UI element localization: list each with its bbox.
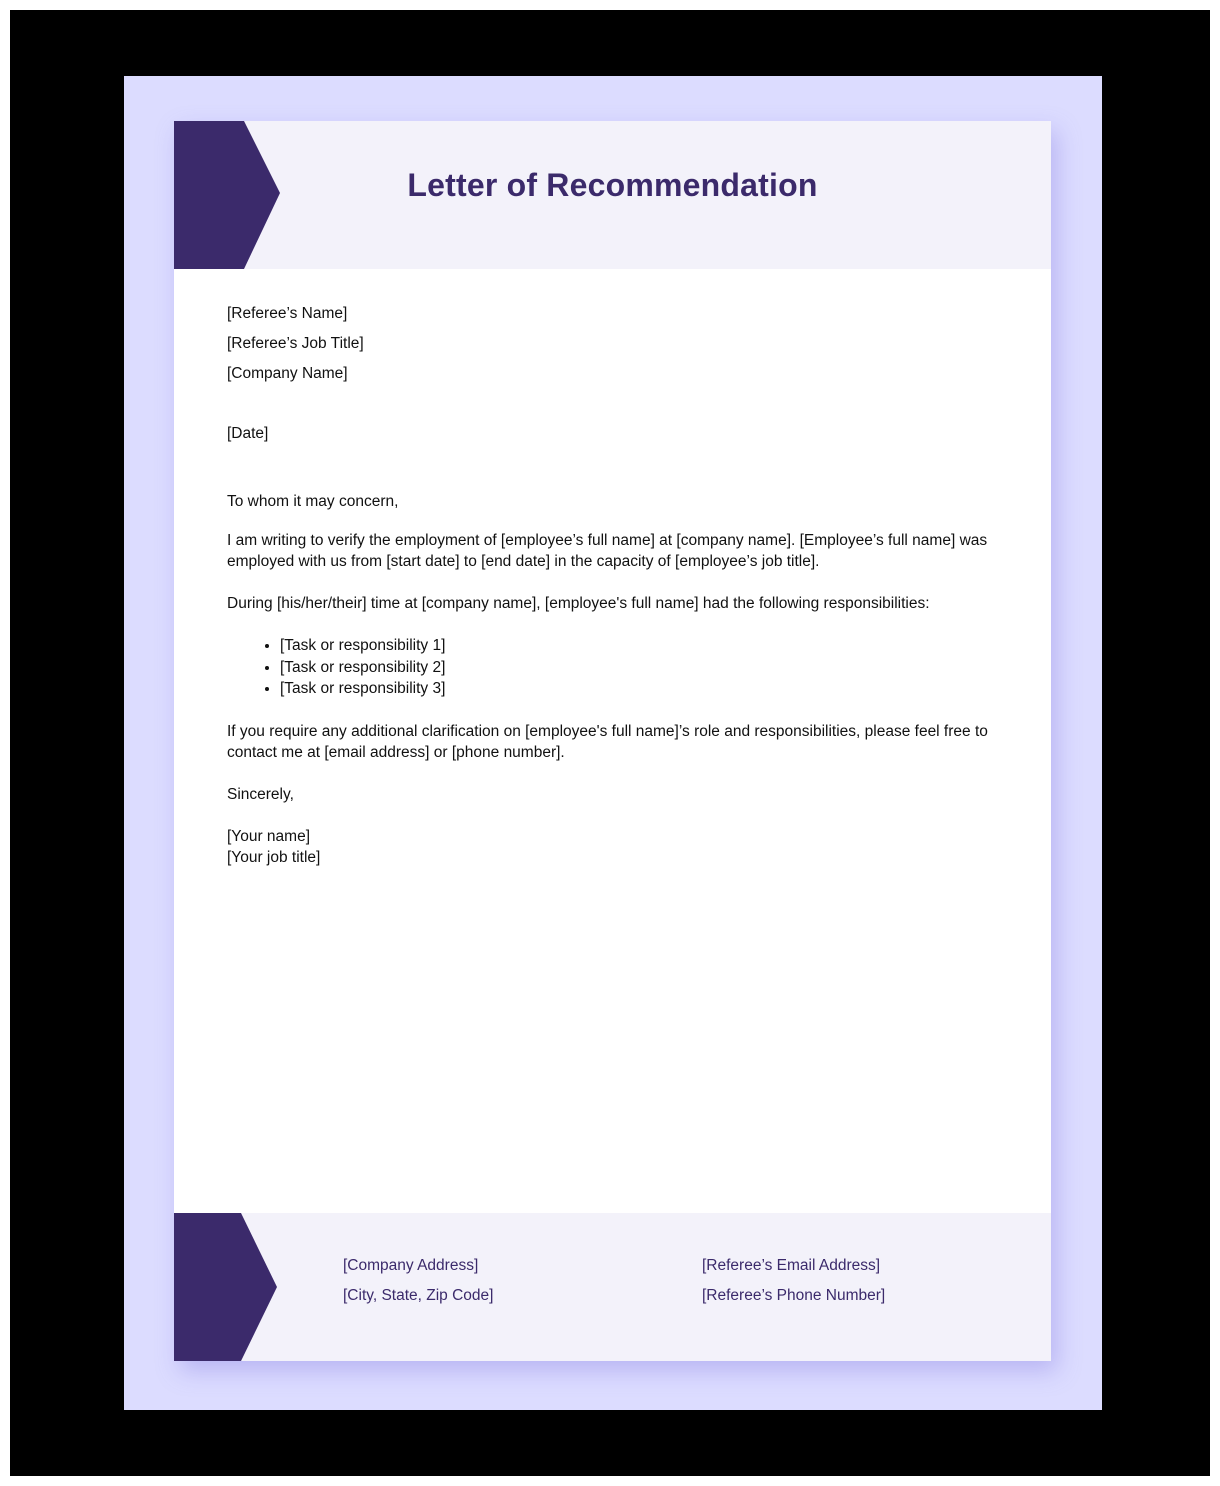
signature-name: [Your name] [227, 827, 311, 845]
task-list [227, 635, 1017, 700]
paragraph-employment: I am writing to verify the employment of [employee’s full name] at [company name]. [Employee’s full name] was employed with us from [start date] to [end date] in the capacity of [employee’s job title]. [227, 532, 988, 570]
paragraph-responsibilities-intro: During [his/her/their] time at [company name], [employee's full name] had the following responsibilities: [227, 595, 930, 612]
salutation: To whom it may concern, [227, 493, 399, 510]
referee-email: [Referee’s Email Address] [702, 1257, 881, 1274]
referee-phone: [Referee’s Phone Number] [702, 1287, 886, 1304]
document-title: Letter of Recommendation [407, 167, 818, 203]
paragraph-contact: If you require any additional clarification on [employee's full name]’s role and responsibilities, please feel free to contact me at [email address] or [phone number]. [227, 722, 988, 761]
signature-job-title: [Your job title] [227, 848, 321, 866]
letter-date: [Date] [227, 425, 269, 442]
list-item: • [Task or responsibility 1] [280, 635, 1017, 657]
footer-address-block [343, 1255, 493, 1315]
chevron-shape-icon [174, 1213, 282, 1361]
list-item: • [Task or responsibility 3] [280, 678, 1017, 700]
letter-page [174, 121, 1051, 1361]
referee-name: [Referee’s Name] [227, 305, 348, 322]
company-address: [Company Address] [343, 1257, 479, 1274]
referee-job-title: [Referee’s Job Title] [227, 335, 364, 352]
footer-contact-block [702, 1255, 885, 1315]
footer-band [174, 1213, 1051, 1361]
header-band [174, 121, 1051, 269]
closing: Sincerely, [227, 785, 294, 803]
company-name: [Company Name] [227, 365, 348, 382]
list-item: • [Task or responsibility 2] [280, 657, 1017, 679]
letter-body [227, 303, 1017, 868]
city-state-zip: [City, State, Zip Code] [343, 1287, 494, 1304]
